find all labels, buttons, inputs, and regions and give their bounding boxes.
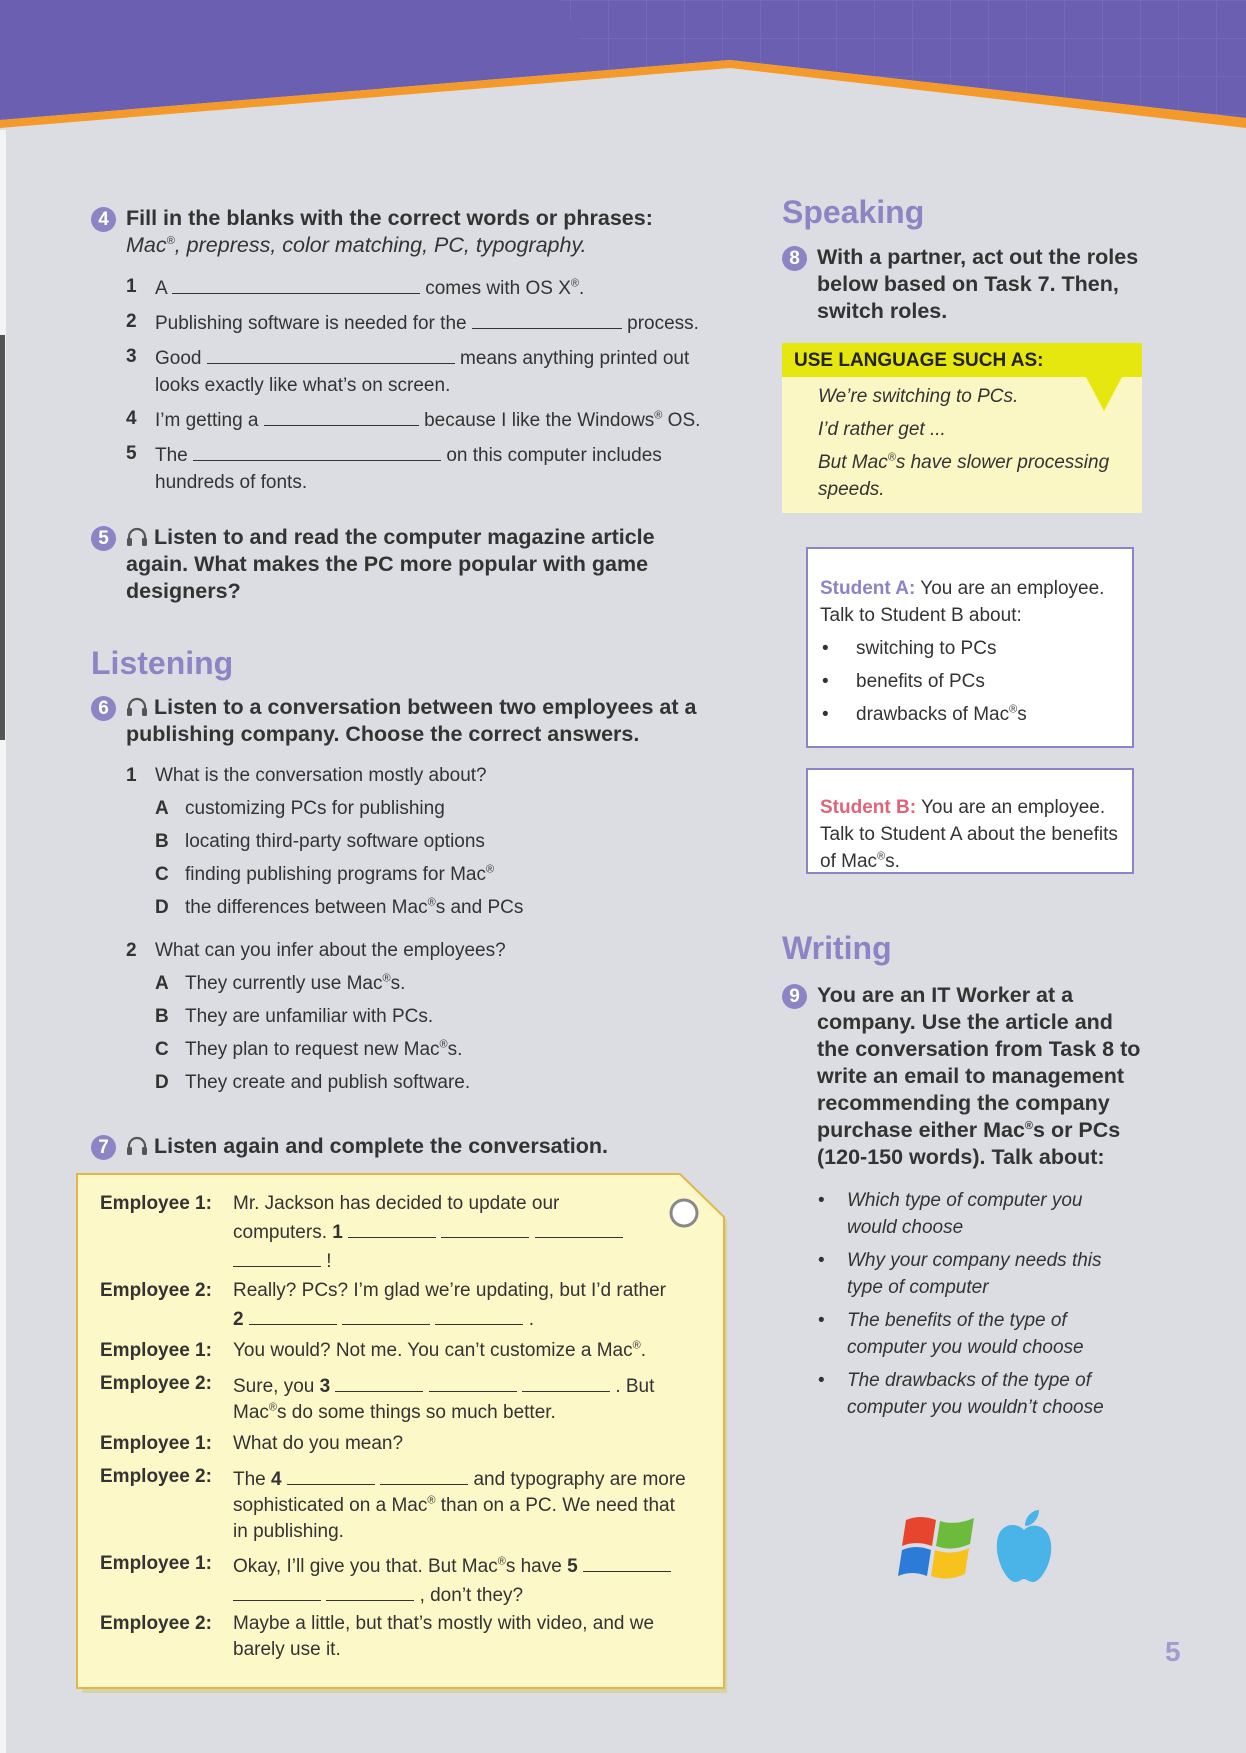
bullet-item: • The drawbacks of the type of computer you wouldn’t choose [818,1367,1108,1421]
task-4-instruction: Fill in the blanks with the correct words or phrases: [126,206,653,230]
bullet-item: • drawbacks of Mac®s [820,701,1120,728]
answer-blank[interactable] [583,1551,671,1572]
writing-heading: Writing [782,930,892,966]
answer-blank[interactable] [535,1217,623,1238]
answer-blank[interactable] [287,1464,375,1485]
blank-item: 2 Publishing software is needed for the process. [91,308,731,337]
blank-item: 5 The on this computer includes hundreds of fonts. [91,440,731,496]
answer-option[interactable]: A customizing PCs for publishing [155,798,445,819]
language-box-heading: USE LANGUAGE SUCH AS: [782,343,1142,377]
task-4 [91,205,731,502]
header-banner [0,0,1246,130]
language-phrase: But Mac®s have slower processing speeds. [818,451,1110,500]
student-a-text: You are an employee. Talk to Student B about: [820,578,1105,626]
answer-blank[interactable] [522,1371,610,1392]
answer-blank[interactable] [472,308,622,329]
answer-blank[interactable] [233,1246,321,1267]
student-a-card [806,547,1134,748]
headphones-icon [126,697,148,717]
task-6 [91,694,731,1102]
task-number: 9 [782,984,807,1009]
student-b-label: Student B: [820,797,917,818]
bullet-item: • The benefits of the type of computer you would choose [818,1307,1108,1361]
question: 2 What can you infer about the employees? [126,940,506,961]
language-phrase: We’re switching to PCs. [818,386,1019,407]
answer-blank[interactable] [326,1580,414,1601]
answer-blank[interactable] [172,273,420,294]
speaking-heading: Speaking [782,194,925,230]
answer-blank[interactable] [348,1217,436,1238]
answer-blank[interactable] [342,1304,430,1325]
blank-item: 4 I’m getting a because I like the Windows® OS. [91,405,731,434]
blank-item: 3 Good means anything printed out looks exactly like what’s on screen. [91,343,731,399]
listening-heading: Listening [91,645,234,681]
headphones-icon [126,527,148,547]
answer-option[interactable]: C finding publishing programs for Mac® [155,863,495,885]
task-8 [782,244,1152,325]
speech-tail [1086,377,1122,411]
answer-blank[interactable] [435,1304,523,1325]
apple-logo-icon [993,1508,1055,1584]
answer-blank[interactable] [264,405,419,426]
headphones-icon [126,1136,148,1156]
answer-blank[interactable] [335,1371,423,1392]
question: 1 What is the conversation mostly about? [126,765,487,786]
task-9 [782,982,1147,1427]
answer-option[interactable]: C They plan to request new Mac®s. [155,1038,463,1060]
page-number: 5 [1165,1636,1181,1667]
task-number: 8 [782,246,807,271]
answer-option[interactable]: D They create and publish software. [155,1072,471,1093]
task-5-instruction: Listen to and read the computer magazine article again. What makes the PC more popular with game designers? [126,525,655,603]
task-8-instruction: With a partner, act out the roles below based on Task 7. Then, switch roles. [817,245,1139,323]
student-b-text: You are an employee. Talk to Student A about the benefits of Mac®s. [820,797,1118,872]
answer-blank[interactable] [207,343,455,364]
task-9-instruction: You are an IT Worker at a company. Use the article and the conversation from Task 8 to write an email to management recommending the company purchase either Mac®s or PCs (120-150 words). Talk about: [817,983,1141,1169]
answer-option[interactable]: B locating third-party software options [155,831,485,852]
answer-blank[interactable] [380,1464,468,1485]
task-5 [91,524,711,605]
windows-logo-icon [896,1512,980,1588]
conversation-note: Employee 1: Mr. Jackson has decided to update our computers. 1 ! Employee 2: Really? PCs? I’m glad we’re updating, but I’d rather 2 . Employee 1: You would? Not me. You can’t customize a Mac®. Employee 2: Sure, you 3 . But Mac®s do some things so much better. Employee 1: What do you mean? Employee 2: The 4 and typography are more sophisticated on a Mac® than on a PC. We need that in publishing. Employee 1: Okay, I’ll give you that. But Mac®s have 5 , don’t they? Employee 2: Maybe a little, but that’s mostly with video, and we barely use it. [76,1173,727,1693]
answer-option[interactable]: B They are unfamiliar with PCs. [155,1006,434,1027]
task-number: 4 [91,207,116,232]
task-7 [91,1133,731,1160]
task-4-word-list: Mac®, prepress, color matching, PC, typography. [126,233,587,257]
answer-blank[interactable] [233,1580,321,1601]
answer-option[interactable]: A They currently use Mac®s. [155,972,406,994]
task-6-instruction: Listen to a conversation between two employees at a publishing company. Choose the correct answers. [126,695,697,746]
task-number: 5 [91,526,116,551]
answer-blank[interactable] [441,1217,529,1238]
bullet-item: • Why your company needs this type of computer [818,1247,1108,1301]
answer-option[interactable]: D the differences between Mac®s and PCs [155,896,524,918]
left-page-edge [0,130,6,1753]
blank-item: 1 A comes with OS X®. [91,273,731,302]
task-number: 6 [91,696,116,721]
bullet-item: • benefits of PCs [820,668,1120,695]
bullet-item: • switching to PCs [820,635,1120,662]
answer-blank[interactable] [429,1371,517,1392]
answer-blank[interactable] [249,1304,337,1325]
bullet-item: • Which type of computer you would choose [818,1187,1108,1241]
task-number: 7 [91,1135,116,1160]
answer-blank[interactable] [193,440,441,461]
language-box [782,343,1142,513]
student-b-card [806,768,1134,874]
language-phrase: I’d rather get ... [818,419,946,440]
task-7-instruction: Listen again and complete the conversation. [154,1134,608,1158]
student-a-label: Student A: [820,578,916,599]
